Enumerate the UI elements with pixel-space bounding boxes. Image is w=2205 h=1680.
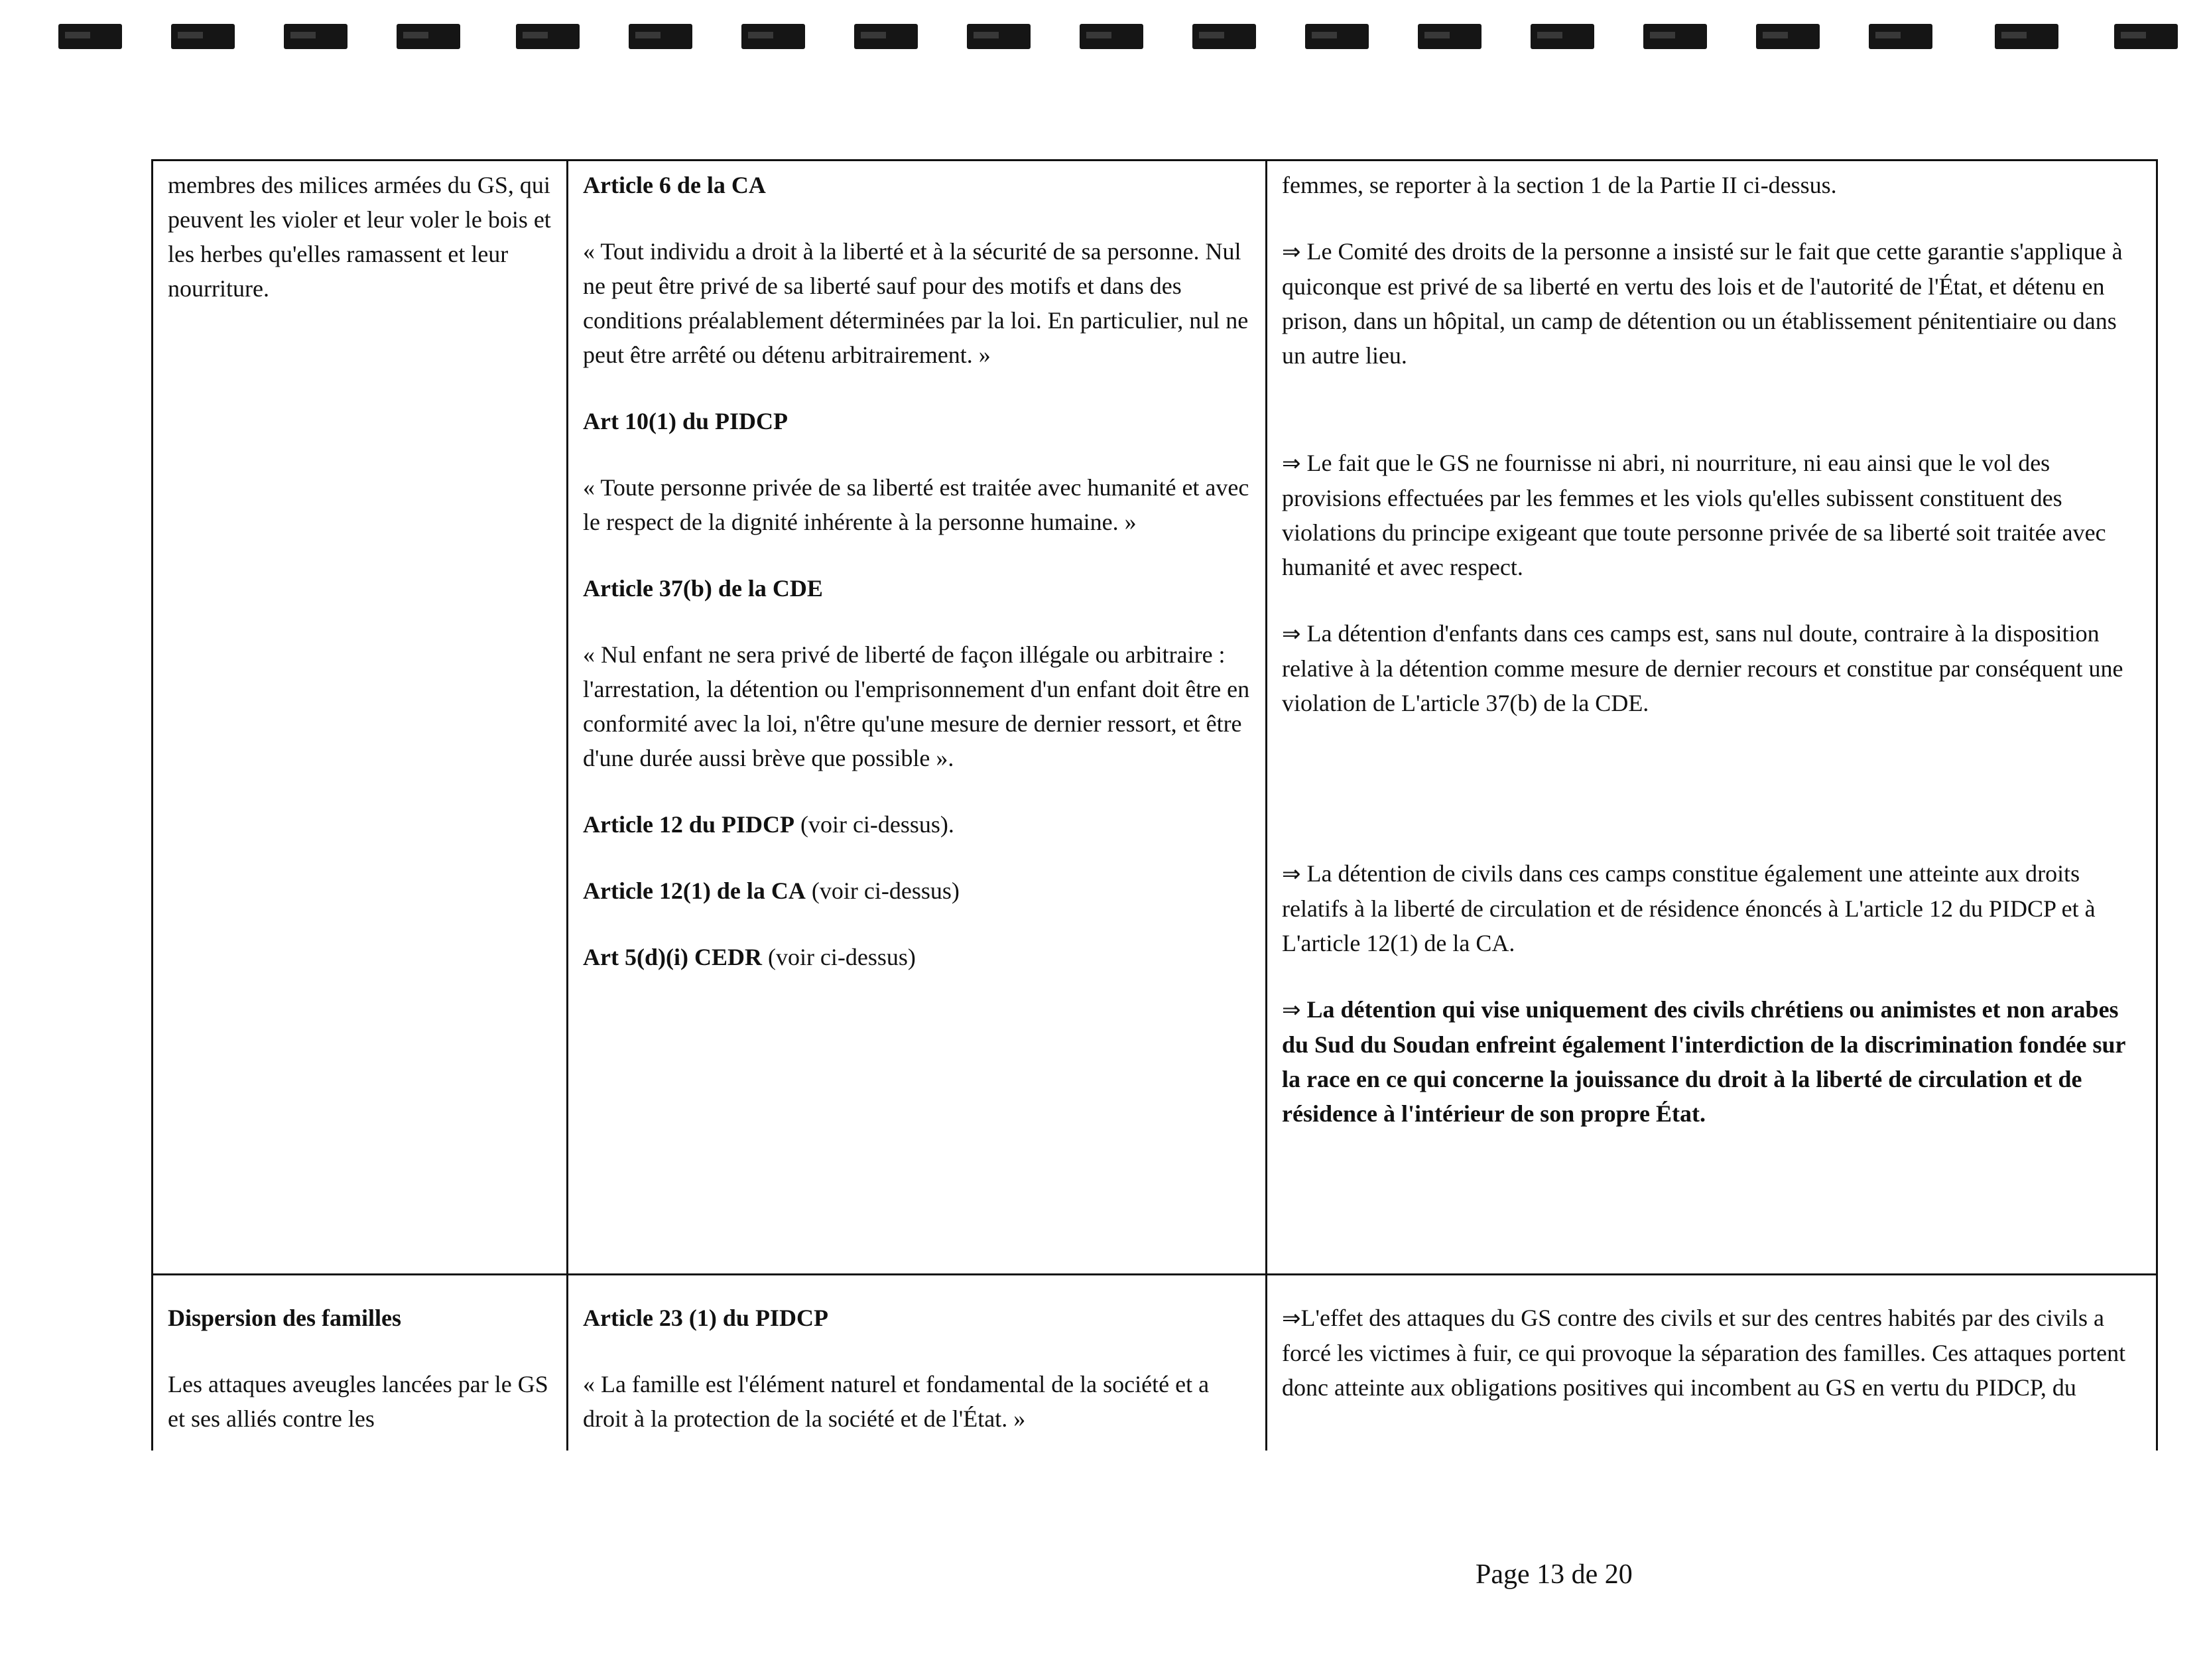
arrow-icon: ⇒ bbox=[1282, 861, 1301, 887]
legal-provisions-cell bbox=[568, 161, 1267, 1275]
redaction-mark bbox=[171, 24, 235, 49]
legal-analysis-table bbox=[151, 159, 2158, 1451]
redaction-mark bbox=[1305, 24, 1369, 49]
analysis-cell bbox=[1267, 161, 2157, 1275]
analysis-paragraph: ⇒ La détention qui vise uniquement des civils chrétiens ou animistes et non arabes du Sud du Soudan enfreint également l'interdiction de la discrimination fondée sur la race en ce qui concerne la jouissance du droit à la liberté de circulation et de résidence à l'intérieur de son propre État. bbox=[1282, 996, 2125, 1127]
redaction-mark bbox=[741, 24, 805, 49]
violation-cell bbox=[153, 161, 568, 1275]
legal-provisions-cell bbox=[568, 1275, 1267, 1451]
redaction-mark bbox=[397, 24, 460, 49]
analysis-paragraph: ⇒L'effet des attaques du GS contre des civils et sur des centres habités par des civils a forcé les victimes à fuir, ce qui provoque la séparation des familles. Ces attaques portent donc atteinte aux obligations positives qui incombent au GS en vertu du PIDCP, du bbox=[1282, 1305, 2126, 1401]
provision-reference: Article 12 du PIDCP (voir ci-dessus). bbox=[583, 811, 954, 838]
redaction-mark bbox=[1531, 24, 1594, 49]
page-number: Page 13 de 20 bbox=[1476, 1559, 1633, 1590]
redaction-mark bbox=[1192, 24, 1256, 49]
violation-cell bbox=[153, 1275, 568, 1451]
redaction-mark bbox=[284, 24, 347, 49]
redaction-mark bbox=[629, 24, 692, 49]
redaction-mark bbox=[2114, 24, 2178, 49]
redaction-mark bbox=[1080, 24, 1143, 49]
analysis-paragraph: ⇒ Le fait que le GS ne fournisse ni abri, ni nourriture, ni eau ainsi que le vol des provisions effectuées par les femmes et les viols qu'elles subissent constituent des violations du principe exigeant que toute personne privée de sa liberté soit traitée avec humanité et avec respect. bbox=[1282, 450, 2106, 580]
redaction-mark bbox=[516, 24, 580, 49]
arrow-icon: ⇒ bbox=[1282, 239, 1301, 265]
redaction-mark bbox=[1869, 24, 1932, 49]
analysis-cell bbox=[1267, 1275, 2157, 1451]
violation-heading: Dispersion des familles bbox=[168, 1305, 402, 1331]
analysis-paragraph: femmes, se reporter à la section 1 de la Partie II ci-dessus. bbox=[1282, 172, 1837, 198]
violation-text: membres des milices armées du GS, qui peuvent les violer et leur voler le bois et les herbes qu'elles ramassent et leur nourriture. bbox=[168, 172, 551, 302]
redaction-mark bbox=[1756, 24, 1820, 49]
redaction-mark bbox=[1995, 24, 2058, 49]
arrow-icon: ⇒ bbox=[1282, 1305, 1301, 1332]
redaction-mark bbox=[1643, 24, 1707, 49]
analysis-paragraph: ⇒ La détention d'enfants dans ces camps est, sans nul doute, contraire à la disposition relative à la détention comme mesure de dernier recours et constitue par conséquent une violation de L'article 37(b) de la CDE. bbox=[1282, 620, 2123, 716]
redaction-mark bbox=[1418, 24, 1481, 49]
provision-quote: « Nul enfant ne sera privé de liberté de façon illégale ou arbitraire : l'arrestation, la détention ou l'emprisonnement d'un enfant doit être en conformité avec la loi, n'être qu'une mesure de dernier ressort, et être d'une durée aussi brève que possible ». bbox=[583, 641, 1250, 771]
provision-heading: Article 37(b) de la CDE bbox=[583, 575, 823, 602]
analysis-paragraph: ⇒ Le Comité des droits de la personne a insisté sur le fait que cette garantie s'applique à quiconque est privé de sa liberté en vertu des lois et de l'autorité de l'État, et détenu en prison, dans un hôpital, un camp de détention ou un établissement pénitentiaire ou dans un autre lieu. bbox=[1282, 238, 2123, 369]
provision-reference: Art 5(d)(i) CEDR (voir ci-dessus) bbox=[583, 944, 916, 970]
arrow-icon: ⇒ bbox=[1282, 621, 1301, 647]
provision-quote: « Tout individu a droit à la liberté et à la sécurité de sa personne. Nul ne peut être privé de sa liberté sauf pour des motifs et dans des conditions préalablement déterminées par la loi. En particulier, nul ne peut être arrêté ou détenu arbitrairement. » bbox=[583, 238, 1249, 368]
provision-quote: « La famille est l'élément naturel et fondamental de la société et a droit à la protection de la société et de l'État. » bbox=[583, 1371, 1210, 1432]
table-row bbox=[153, 1275, 2157, 1451]
provision-heading: Article 6 de la CA bbox=[583, 172, 766, 198]
redaction-mark bbox=[58, 24, 122, 49]
arrow-icon: ⇒ bbox=[1282, 450, 1301, 477]
redaction-marks bbox=[58, 20, 2180, 66]
redaction-mark bbox=[854, 24, 918, 49]
table-row bbox=[153, 161, 2157, 1275]
analysis-paragraph: ⇒ La détention de civils dans ces camps constitue également une atteinte aux droits relatifs à la liberté de circulation et de résidence énoncés à L'article 12 du PIDCP et à L'article 12(1) de la CA. bbox=[1282, 860, 2096, 956]
redaction-mark bbox=[967, 24, 1031, 49]
provision-reference: Article 12(1) de la CA (voir ci-dessus) bbox=[583, 877, 960, 904]
arrow-icon: ⇒ bbox=[1282, 997, 1301, 1023]
provision-quote: « Toute personne privée de sa liberté est traitée avec humanité et avec le respect de la dignité inhérente à la personne humaine. » bbox=[583, 474, 1249, 535]
provision-heading: Article 23 (1) du PIDCP bbox=[583, 1305, 828, 1331]
provision-heading: Art 10(1) du PIDCP bbox=[583, 408, 788, 434]
violation-text: Les attaques aveugles lancées par le GS et ses alliés contre les bbox=[168, 1371, 548, 1432]
